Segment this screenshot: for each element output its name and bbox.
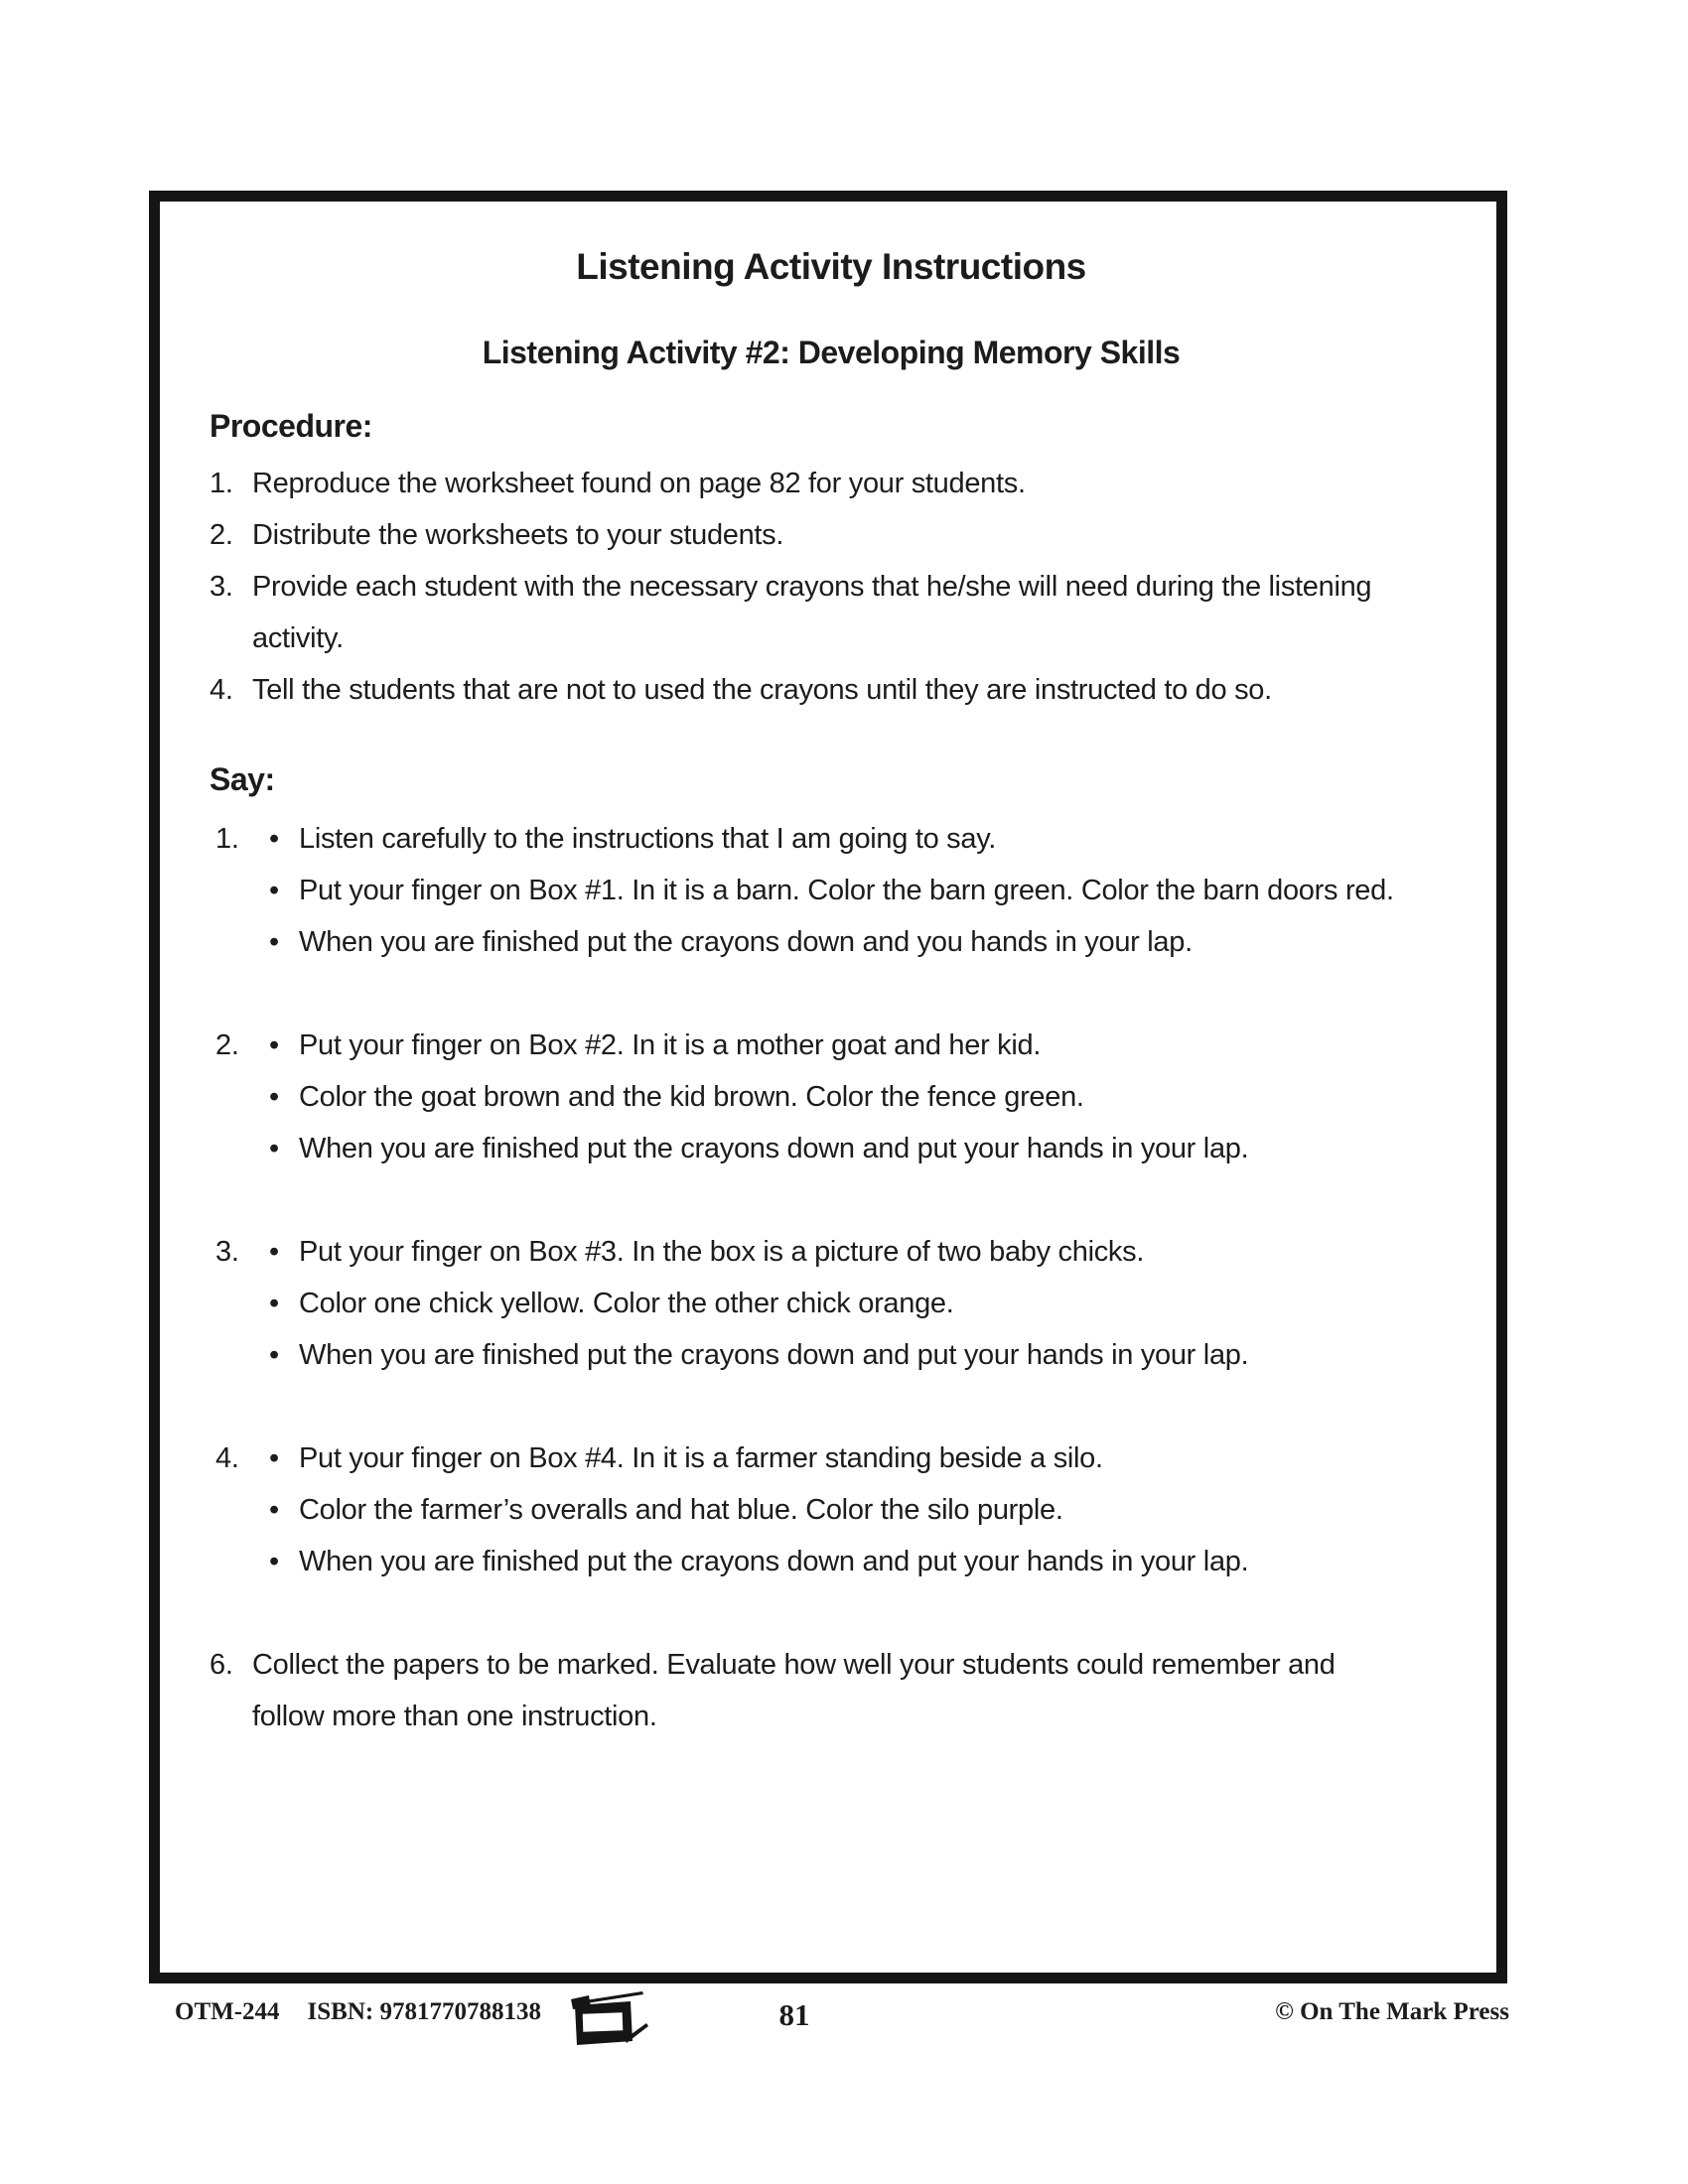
item-number: 4. (215, 1442, 239, 1474)
document-border-box (149, 191, 1507, 1983)
bullet-item (269, 1433, 1482, 1484)
bullet-list (269, 1020, 1482, 1174)
bullet-text: When you are finished put the crayons down and put your hands in your lap. (299, 1133, 1249, 1164)
say-heading: Say: (210, 761, 275, 797)
bullet-list (269, 1433, 1482, 1587)
bullet-text: Color the farmer’s overalls and hat blue. Color the silo purple. (299, 1494, 1063, 1526)
bullet-list (269, 1226, 1482, 1381)
item-number: 6. (210, 1649, 233, 1681)
say-group-4 (210, 1433, 1482, 1587)
bullet-item (269, 916, 1482, 968)
collect-papers-item (210, 1639, 1482, 1742)
isbn: ISBN: 9781770788138 (307, 1998, 541, 2025)
page-title: Listening Activity Instructions (576, 246, 1086, 287)
bullet-item (269, 1123, 1482, 1174)
procedure-item (210, 458, 1482, 509)
item-number: 3. (215, 1236, 239, 1268)
bullet-text: When you are finished put the crayons down and put your hands in your lap. (299, 1339, 1249, 1371)
bullet-text: Color the goat brown and the kid brown. Color the fence green. (299, 1081, 1084, 1113)
procedure-list (210, 458, 1482, 716)
item-number: 3. (210, 571, 233, 603)
bullet-item (269, 1226, 1482, 1278)
copyright-notice: © On The Mark Press (1275, 1998, 1509, 2025)
say-group-1 (210, 813, 1482, 968)
bullet-icon: • (269, 1081, 279, 1113)
activity-subtitle: Listening Activity #2: Developing Memory Skills (482, 335, 1181, 370)
bullet-icon: • (269, 1339, 279, 1371)
bullet-icon: • (269, 1494, 279, 1526)
bullet-item (269, 1071, 1482, 1123)
bullet-text: When you are finished put the crayons down and put your hands in your lap. (299, 1546, 1249, 1577)
bullet-icon: • (269, 875, 279, 906)
bullet-icon: • (269, 823, 279, 855)
procedure-item (210, 509, 1482, 561)
say-group-3 (210, 1226, 1482, 1381)
item-text: Distribute the worksheets to your students. (252, 519, 784, 551)
bullet-icon: • (269, 926, 279, 958)
item-number: 1. (215, 823, 239, 855)
bullet-icon: • (269, 1133, 279, 1164)
item-number: 1. (210, 468, 233, 499)
product-code: OTM-244 (175, 1998, 280, 2025)
bullet-list (269, 813, 1482, 968)
item-number: 4. (210, 674, 233, 706)
bullet-text: Color one chick yellow. Color the other chick orange. (299, 1288, 954, 1319)
bullet-item (269, 1020, 1482, 1071)
item-text: Tell the students that are not to used the crayons until they are instructed to do so. (252, 674, 1272, 706)
bullet-text: Listen carefully to the instructions that I am going to say. (299, 823, 997, 855)
item-text: Provide each student with the necessary crayons that he/she will need during the listening activity. (252, 571, 1372, 654)
item-number: 2. (210, 519, 233, 551)
item-text: Reproduce the worksheet found on page 82 for your students. (252, 468, 1026, 499)
bullet-icon: • (269, 1288, 279, 1319)
bullet-icon: • (269, 1236, 279, 1268)
procedure-item (210, 561, 1482, 664)
item-number: 2. (215, 1029, 239, 1061)
bullet-icon: • (269, 1029, 279, 1061)
bullet-item (269, 1484, 1482, 1536)
bullet-icon: • (269, 1546, 279, 1577)
bullet-text: Put your finger on Box #4. In it is a farmer standing beside a silo. (299, 1442, 1103, 1474)
bullet-text: Put your finger on Box #1. In it is a barn. Color the barn green. Color the barn doors red. (299, 875, 1394, 906)
say-group-2 (210, 1020, 1482, 1174)
item-text: Collect the papers to be marked. Evaluate how well your students could remember and follow more than one instruction. (252, 1649, 1336, 1732)
page-footer (149, 1989, 1509, 2053)
procedure-heading: Procedure: (210, 408, 372, 444)
bullet-text: Put your finger on Box #2. In it is a mother goat and her kid. (299, 1029, 1042, 1061)
bullet-icon: • (269, 1442, 279, 1474)
bullet-item (269, 1278, 1482, 1329)
bullet-item (269, 1536, 1482, 1587)
page-number: 81 (778, 1997, 810, 2032)
bullet-item (269, 1329, 1482, 1381)
bullet-text: When you are finished put the crayons down and you hands in your lap. (299, 926, 1193, 958)
procedure-item (210, 664, 1482, 716)
bullet-text: Put your finger on Box #3. In the box is a picture of two baby chicks. (299, 1236, 1145, 1268)
bullet-item (269, 865, 1482, 916)
bullet-item (269, 813, 1482, 865)
